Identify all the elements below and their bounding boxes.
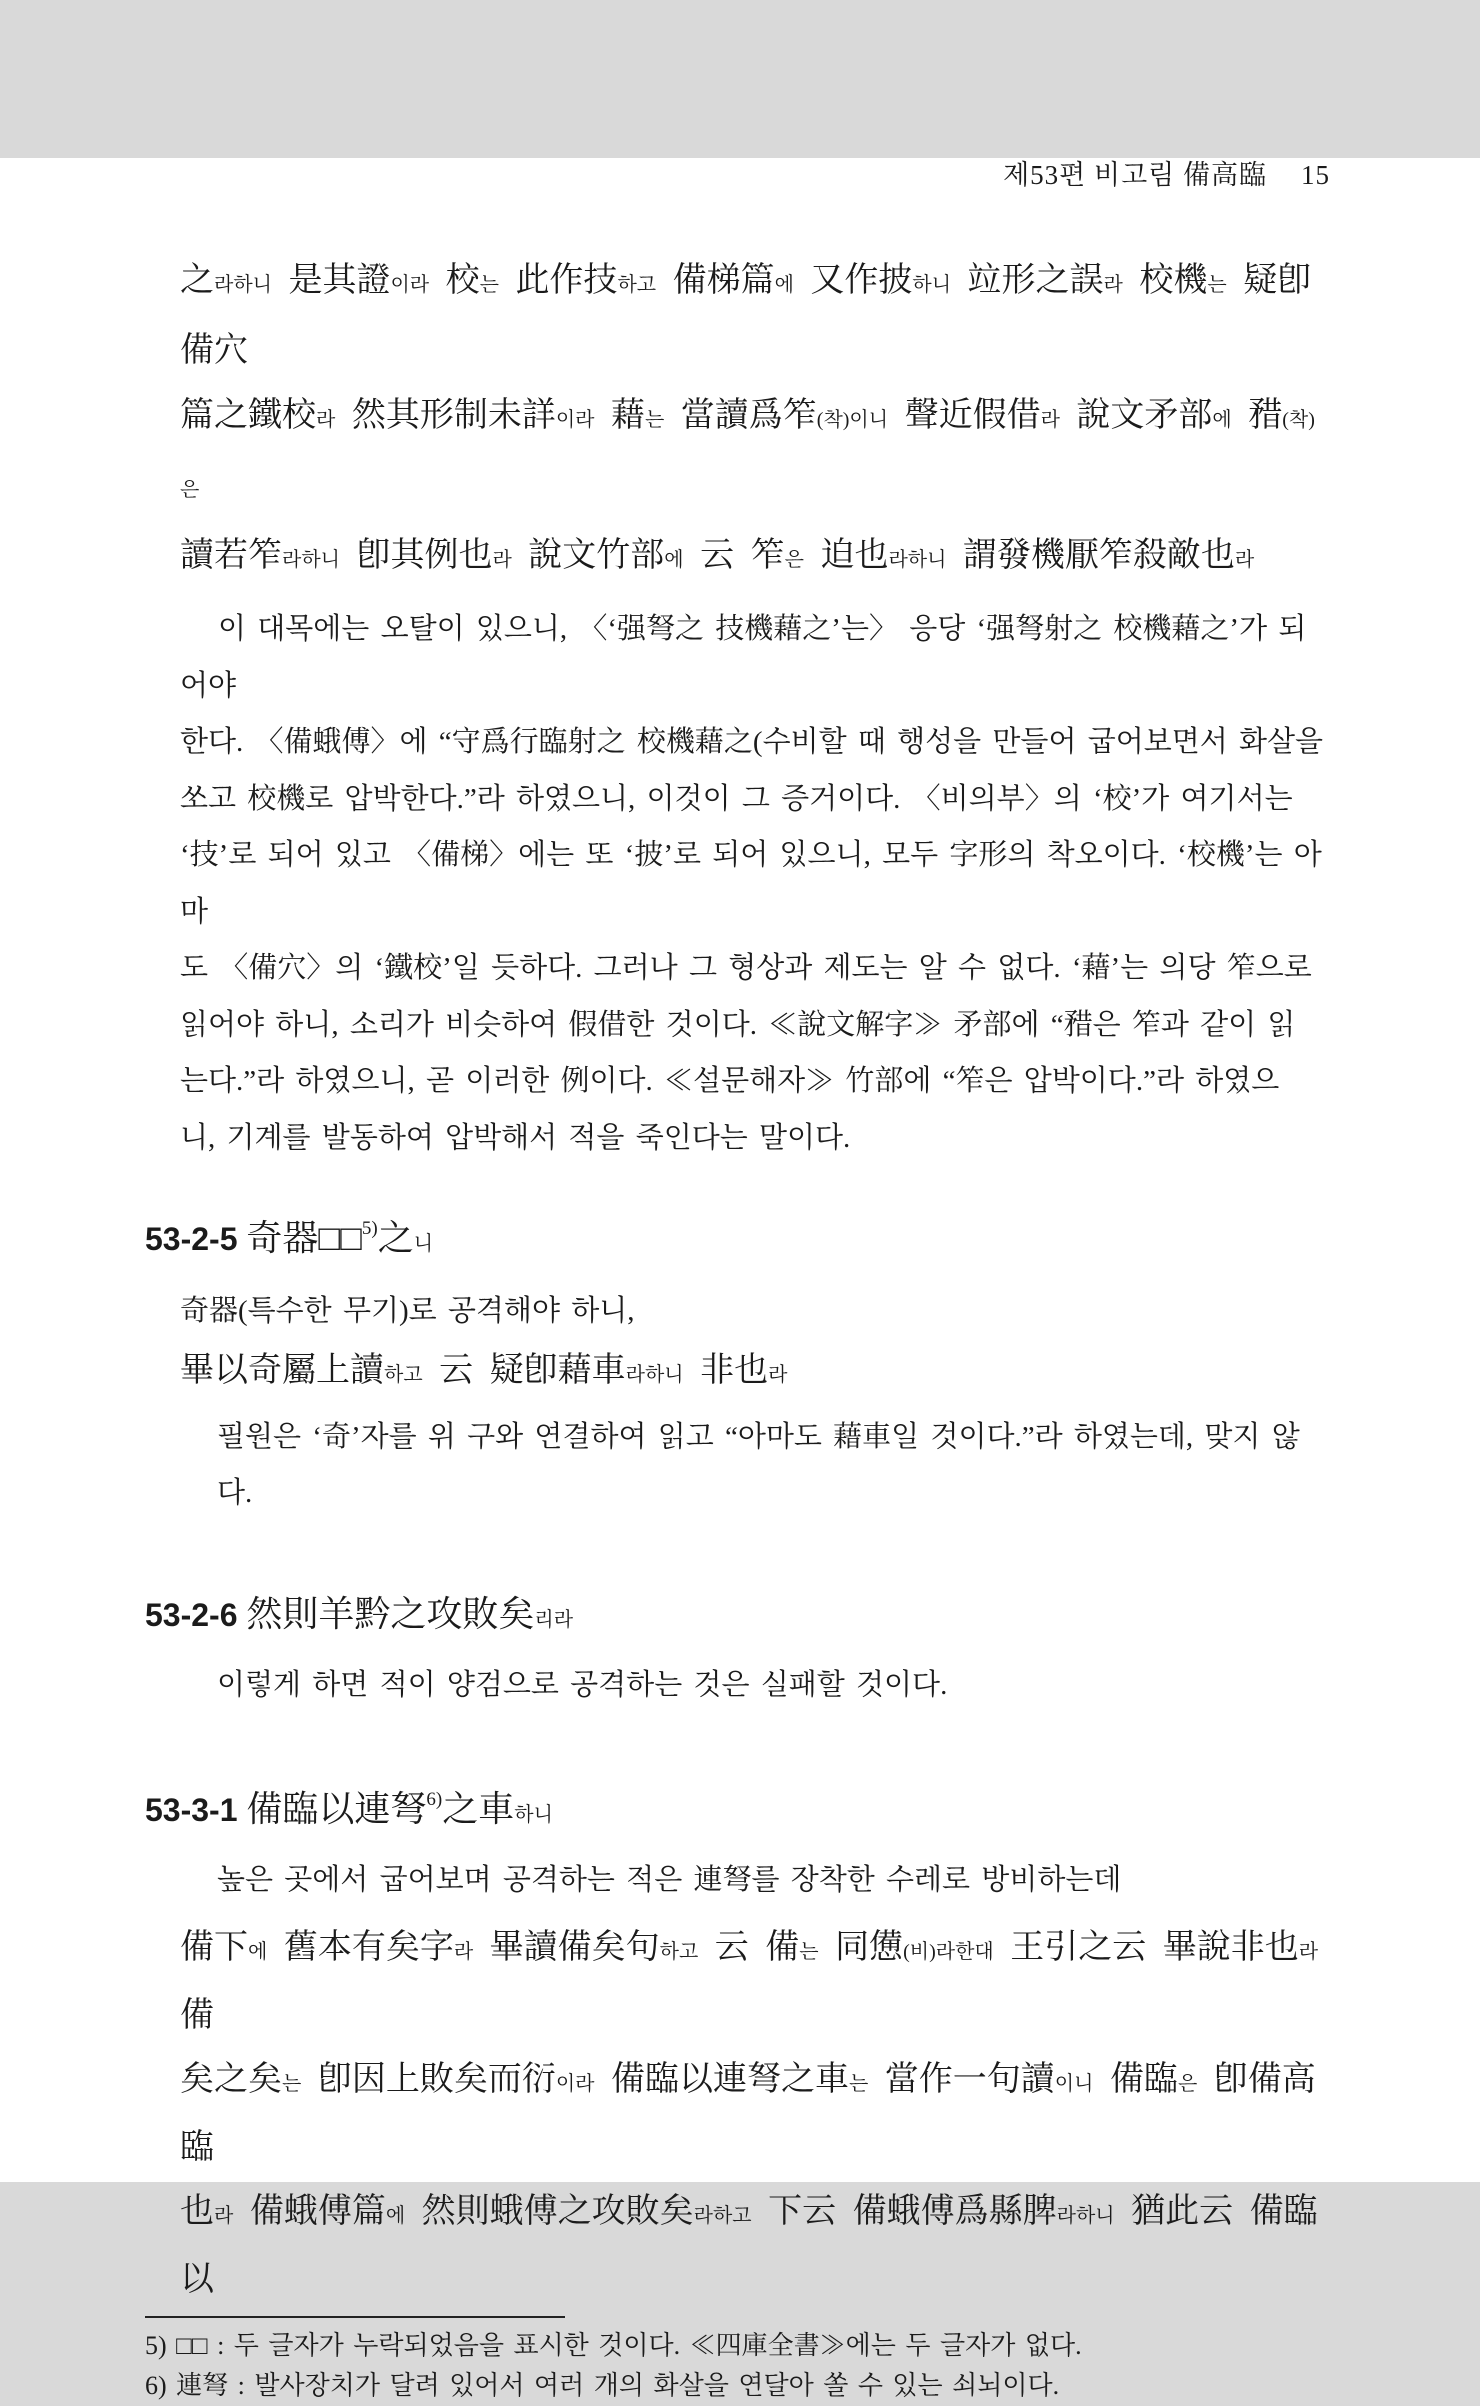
text-segment-b: 備下 <box>180 1929 248 1966</box>
text-line <box>180 523 1330 593</box>
section-heading-53-3-1 <box>145 1771 1330 1844</box>
text-segment-t: 필원은 ‘奇’자를 위 구와 연결하여 읽고 “아마도 藉車일 것이다.”라 하였는데, 맞지 않다. <box>217 1421 1300 1509</box>
text-segment-s: 하니 <box>514 1804 553 1826</box>
text-segment-s: 는 <box>799 1941 819 1963</box>
text-segment-s: 라 <box>1103 274 1123 296</box>
text-line <box>180 1339 1330 1407</box>
text-line <box>145 1585 1330 1649</box>
text-segment-b: 矣之矣 <box>180 2061 282 2098</box>
running-header <box>145 158 1330 192</box>
text-segment-s: 은 <box>784 549 804 571</box>
text-segment-b: 也 <box>180 2193 214 2230</box>
text-segment-s: 라하니 <box>214 274 272 296</box>
footnote-separator <box>145 2316 565 2318</box>
text-line <box>180 940 1330 997</box>
text-segment-b: 然其形制未詳 <box>335 397 556 434</box>
text-segment-s: 에 <box>774 274 794 296</box>
text-segment-t: 奇器(특수한 무기)로 공격해야 하니, <box>180 1295 635 1327</box>
text-line <box>145 1200 1330 1273</box>
text-segment-s: 라 <box>214 2205 234 2227</box>
text-segment-sup: 6) <box>426 1789 443 1810</box>
text-segment-s: 라 <box>316 409 336 431</box>
text-line <box>217 1657 1330 1713</box>
text-segment-n: 53-2-6 <box>145 1597 247 1633</box>
section-heading-53-2-5 <box>145 1200 1330 1273</box>
text-segment-s: 에 <box>664 549 684 571</box>
text-segment-n: 53-2-5 <box>145 1221 247 1257</box>
text-segment-s: 하고 <box>617 274 657 296</box>
text-line <box>180 714 1330 771</box>
chapter-title: 제53편 비고림 備高臨 <box>1003 160 1267 190</box>
text-segment-b: 竝形之誤 <box>951 262 1104 299</box>
text-segment-b: 聲近假借 <box>888 397 1041 434</box>
text-segment-b: 然則羊黔之攻敗矣 <box>246 1594 535 1634</box>
text-segment-b: 卽因上敗矣而衍 <box>301 2061 556 2098</box>
text-segment-s: 이니 <box>1054 2073 1094 2095</box>
text-segment-s: 이라 <box>555 409 595 431</box>
text-segment-b: 備臨以連弩 <box>246 1789 427 1829</box>
text-segment-b: 迫也 <box>803 537 889 574</box>
text-segment-b: 謂發機厭笮殺敵也 <box>946 537 1235 574</box>
text-segment-b: 又作披 <box>793 262 913 299</box>
text-segment-s: 하니 <box>912 274 952 296</box>
text-segment-s: 이라 <box>555 2073 595 2095</box>
text-line <box>180 601 1330 714</box>
text-line <box>145 2326 1330 2366</box>
text-segment-s: 니 <box>413 1233 434 1255</box>
text-segment-b: 藉 <box>594 397 645 434</box>
text-segment-s: 라 <box>768 1364 788 1386</box>
section-53-3-1-commentary-hanmun <box>180 1916 1335 2312</box>
text-segment-t: ‘技’로 되어 있고 〈備梯〉에는 또 ‘披’로 되어 있으니, 모두 字形의 착오이다. ‘校機’는 아마 <box>180 839 1322 928</box>
text-segment-s: (비)라한대 <box>903 1941 994 1963</box>
text-segment-s: 라하니 <box>625 1364 684 1386</box>
text-segment-b: 卽備高臨 <box>180 2061 1316 2166</box>
section-53-2-5-commentary-hanmun <box>180 1339 1330 1407</box>
section-53-2-5-translation <box>180 1283 1330 1339</box>
text-segment-b: 備臨以連弩之車 <box>594 2061 849 2098</box>
text-segment-b: 下云 備蛾傅爲縣脾 <box>751 2193 1057 2230</box>
text-segment-t: 6) 連弩 : 발사장치가 달려 있어서 여러 개의 화살을 연달아 쏠 수 있는 쇠뇌이다. <box>145 2371 1060 2400</box>
text-segment-b: 猶此云 備臨以 <box>180 2193 1318 2298</box>
text-segment-s: 라 <box>1298 1941 1319 1963</box>
text-segment-t: 도 〈備穴〉의 ‘鐵校’일 듯하다. 그러나 그 형상과 제도는 알 수 없다. ‘藉’는 의당 笮으로 <box>180 952 1312 984</box>
translation-paragraph-1 <box>180 601 1330 1166</box>
text-segment-b: 校機 <box>1122 262 1208 299</box>
text-segment-s: 라 <box>1234 549 1255 571</box>
text-segment-t: 이렇게 하면 적이 양검으로 공격하는 것은 실패할 것이다. <box>217 1669 948 1701</box>
text-segment-s: (착)이니 <box>816 409 889 431</box>
text-segment-s: 에 <box>385 2205 406 2227</box>
text-segment-s: 리라 <box>534 1609 574 1631</box>
text-segment-b: 備蛾傅篇 <box>233 2193 386 2230</box>
text-segment-b: 此作技 <box>498 262 618 299</box>
section-53-2-6-translation <box>217 1657 1330 1713</box>
text-segment-s: 하고 <box>659 1941 699 1963</box>
text-segment-b: 同憊 <box>818 1929 904 1966</box>
text-segment-t: 쏘고 校機로 압박한다.”라 하였으니, 이것이 그 증거이다. 〈비의부〉의 ‘校’가 여기서는 <box>180 782 1293 815</box>
text-segment-b: 王引之云 畢說非也 <box>993 1929 1299 1966</box>
text-segment-s: 라하니 <box>888 549 947 571</box>
text-segment-b: 奇器□□ <box>246 1218 362 1258</box>
commentary-hanmun-block-1 <box>180 248 1330 593</box>
text-segment-s: 라하고 <box>693 2205 752 2227</box>
text-segment-t: 니, 기계를 발동하여 압박해서 적을 죽인다는 말이다. <box>180 1121 851 1154</box>
text-segment-b: 舊本有矣字 <box>267 1929 454 1966</box>
text-line <box>180 1283 1330 1339</box>
text-segment-s: 는 <box>479 274 499 296</box>
text-segment-b: 之 <box>180 262 214 299</box>
text-segment-b: 備臨 <box>1093 2061 1178 2098</box>
text-segment-t: 이 대목에는 오탈이 있으니, 〈‘强弩之 技機藉之’는〉 응당 ‘强弩射之 校機藉之’가 되어야 <box>180 613 1307 702</box>
text-segment-s: 는 <box>282 2073 302 2095</box>
text-segment-s: 는 <box>644 409 665 431</box>
text-segment-n: 53-3-1 <box>145 1792 247 1828</box>
text-segment-b: 云 笮 <box>683 537 785 574</box>
text-segment-t: 5) □□ : 두 글자가 누락되었음을 표시한 것이다. ≪四庫全書≫에는 두 글자가 없다. <box>145 2331 1082 2360</box>
text-segment-s: 에 <box>1212 409 1232 431</box>
text-segment-b: 當讀爲笮 <box>664 397 817 434</box>
text-segment-b: 當作一句讀 <box>868 2061 1055 2098</box>
footnotes <box>145 2326 1330 2406</box>
text-segment-b: 篇之鐵校 <box>180 397 316 434</box>
text-segment-b: 之 <box>377 1218 414 1258</box>
text-segment-b: 然則蛾傅之攻敗矣 <box>405 2193 694 2230</box>
text-segment-b: 卽其例也 <box>339 537 493 574</box>
text-segment-s: (착)은 <box>180 409 1315 501</box>
text-segment-s: 하고 <box>384 1364 423 1386</box>
text-segment-b: 畢讀備矣句 <box>473 1929 660 1966</box>
text-line <box>180 1053 1330 1110</box>
text-segment-t: 읽어야 하니, 소리가 비슷하여 假借한 것이다. ≪說文解字≫ 矛部에 “矠은 笮과 같이 읽 <box>180 1008 1296 1041</box>
text-segment-b: 說文竹部 <box>511 537 665 574</box>
text-line <box>180 383 1330 523</box>
text-line <box>180 2180 1330 2312</box>
text-segment-b: 備梯篇 <box>656 262 775 299</box>
text-segment-b: 云 備 <box>698 1929 800 1966</box>
text-line <box>180 997 1330 1054</box>
text-segment-s: 라 <box>453 1941 474 1963</box>
text-line <box>217 1409 1330 1521</box>
text-line <box>180 771 1330 828</box>
text-segment-b: 矠 <box>1231 397 1283 434</box>
text-segment-b: 校 <box>429 262 480 299</box>
text-segment-b: 畢以奇屬上讀 <box>180 1352 384 1389</box>
text-segment-s: 은 <box>1177 2073 1198 2095</box>
text-segment-b: 備 <box>180 1929 1335 2034</box>
text-segment-b: 說文矛部 <box>1059 397 1213 434</box>
text-segment-s: 는 <box>848 2073 869 2095</box>
text-line <box>217 1852 1330 1908</box>
text-segment-s: 이라 <box>390 274 430 296</box>
text-segment-s: 라하니 <box>282 549 340 571</box>
text-segment-b: 是其證 <box>271 262 391 299</box>
text-line <box>180 1110 1330 1167</box>
text-segment-b: 云 疑卽藉車 <box>422 1352 626 1389</box>
text-segment-s: 라 <box>1040 409 1060 431</box>
text-segment-s: 라 <box>492 549 512 571</box>
text-segment-t: 높은 곳에서 굽어보며 공격하는 적은 連弩를 장착한 수레로 방비하는데 <box>217 1864 1122 1896</box>
section-53-2-5-commentary-translation <box>217 1409 1330 1521</box>
text-segment-b: 讀若笮 <box>180 537 282 574</box>
text-line <box>145 1771 1330 1844</box>
text-line <box>180 827 1330 940</box>
text-segment-b: 之車 <box>442 1789 515 1829</box>
text-segment-s: 라하니 <box>1056 2205 1115 2227</box>
text-line <box>180 248 1330 383</box>
page-number: 15 <box>1301 160 1330 190</box>
text-segment-s: 는 <box>1207 274 1227 296</box>
text-segment-b: 疑卽備穴 <box>180 262 1312 369</box>
text-segment-b: 非也 <box>683 1352 769 1389</box>
section-heading-53-2-6 <box>145 1585 1330 1649</box>
text-segment-t: 한다. 〈備蛾傅〉에 “守爲行臨射之 校機藉之(수비할 때 행성을 만들어 굽어보면서 화살을 <box>180 726 1324 758</box>
section-53-3-1-translation <box>217 1852 1330 1908</box>
text-line <box>180 2048 1330 2180</box>
book-page <box>0 158 1480 2400</box>
text-segment-s: 에 <box>248 1941 268 1963</box>
text-line <box>180 1916 1335 2048</box>
text-segment-t: 는다.”라 하였으니, 곧 이러한 例이다. ≪설문해자≫ 竹部에 “笮은 압박이다.”라 하였으 <box>180 1065 1280 1097</box>
text-line <box>145 2366 1330 2406</box>
text-segment-sup: 5) <box>361 1218 378 1239</box>
